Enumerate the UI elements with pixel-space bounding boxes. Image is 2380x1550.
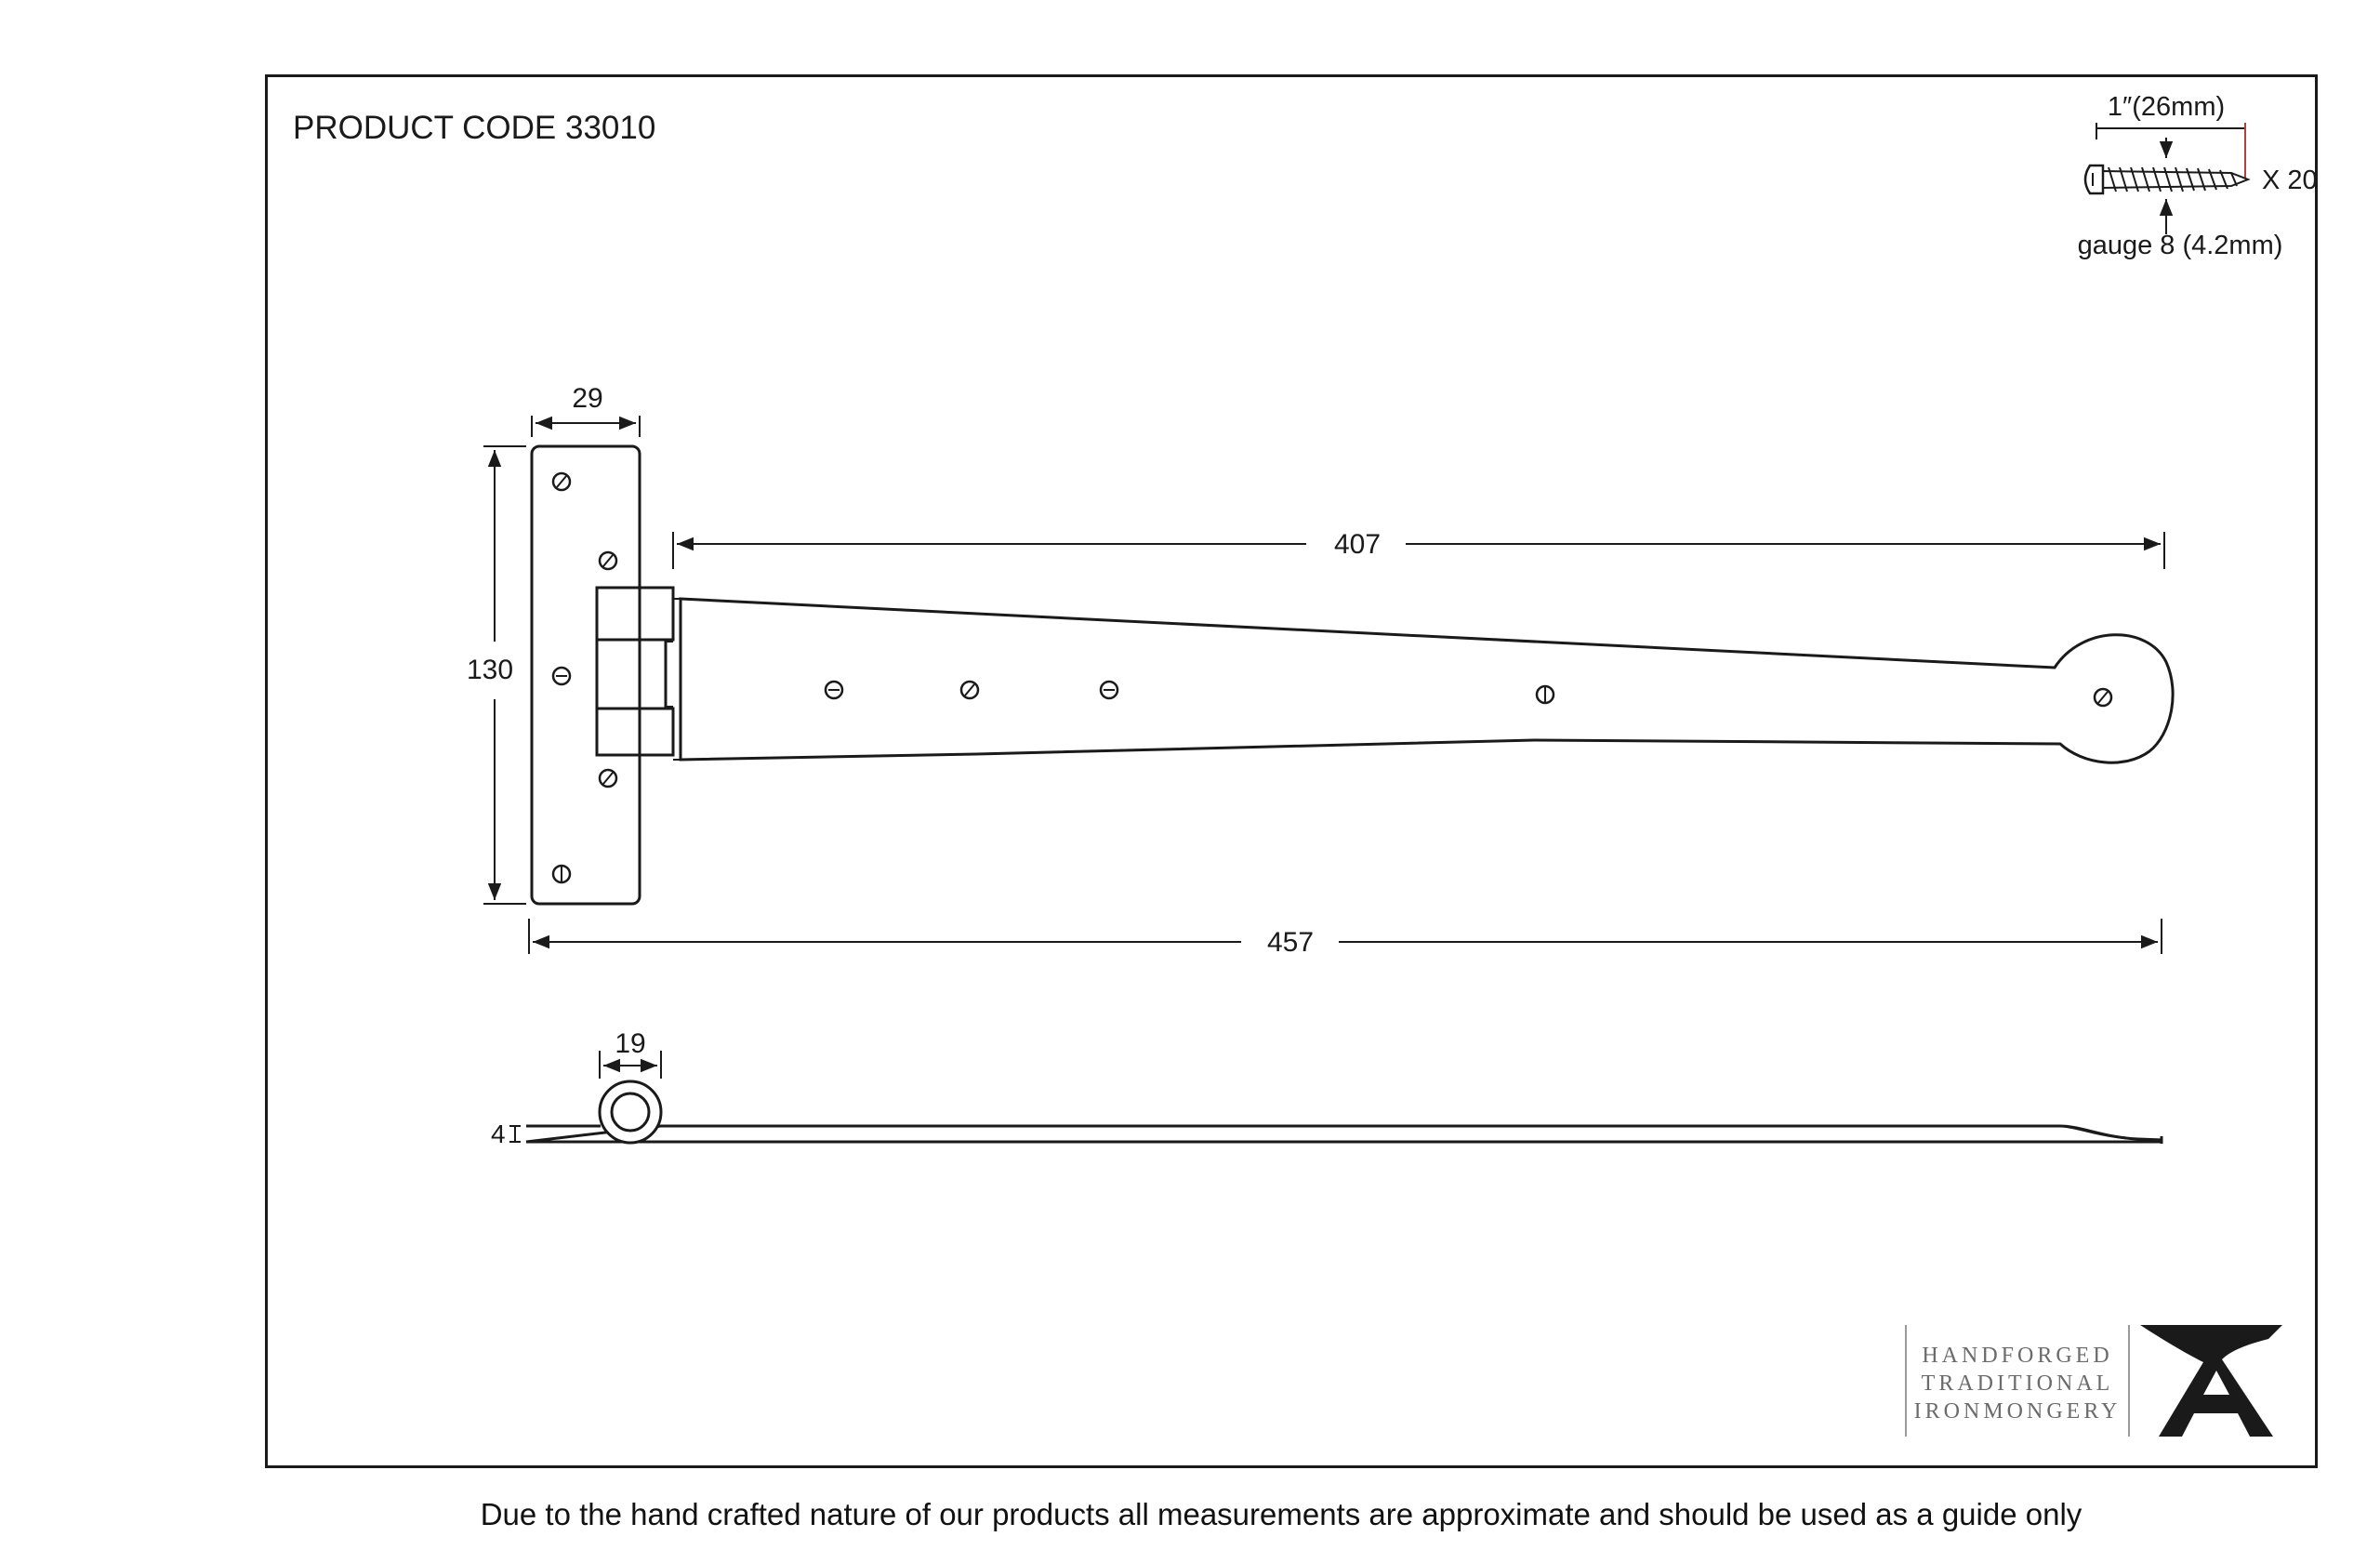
screw-quantity-label: X 20 xyxy=(2262,166,2318,195)
logo-line-traditional: TRADITIONAL xyxy=(1921,1371,2114,1396)
screw-length-label: 1″(26mm) xyxy=(2107,92,2226,122)
product-code: PRODUCT CODE 33010 xyxy=(293,110,656,146)
hinge-front-view xyxy=(532,446,2173,904)
dimension-strap-length xyxy=(673,529,2164,569)
knuckle-middle xyxy=(597,640,666,709)
strap-screw-holes xyxy=(826,682,2111,706)
brand-logo xyxy=(1906,1325,2282,1437)
anvil-a-icon xyxy=(2140,1325,2282,1437)
hinge-side-view xyxy=(526,1081,2162,1144)
tapered-strap xyxy=(681,599,2173,762)
knuckle-top xyxy=(597,588,673,640)
knuckle-bottom xyxy=(597,709,673,755)
disclaimer-text: Due to the hand crafted nature of our products all measurements are approximate and should be used as a guide only xyxy=(480,1497,2082,1531)
screw-gauge-label: gauge 8 (4.2mm) xyxy=(2077,231,2283,260)
knuckle-diameter-label: 19 xyxy=(615,1028,646,1059)
dimension-plate-height xyxy=(467,446,526,904)
dimension-knuckle-diameter xyxy=(600,1028,661,1079)
strap-length-label: 407 xyxy=(1333,529,1382,560)
screw-illustration xyxy=(2078,92,2318,260)
plate-height-label: 130 xyxy=(466,655,514,685)
dimension-thickness xyxy=(491,1119,521,1148)
knuckle-outer-circle xyxy=(600,1081,661,1143)
plate-screw-holes xyxy=(553,473,616,882)
plate-width-label: 29 xyxy=(572,383,603,414)
dimension-plate-width xyxy=(532,383,640,437)
overall-length-label: 457 xyxy=(1266,927,1315,958)
thickness-label: 4 xyxy=(491,1119,506,1148)
back-plate xyxy=(532,446,640,904)
logo-line-handforged: HANDFORGED xyxy=(1922,1344,2113,1368)
dimension-overall-length xyxy=(529,919,2162,958)
side-strap-profile xyxy=(526,1126,2162,1142)
logo-line-ironmongery: IRONMONGERY xyxy=(1913,1399,2122,1424)
screw-head xyxy=(2085,166,2103,193)
